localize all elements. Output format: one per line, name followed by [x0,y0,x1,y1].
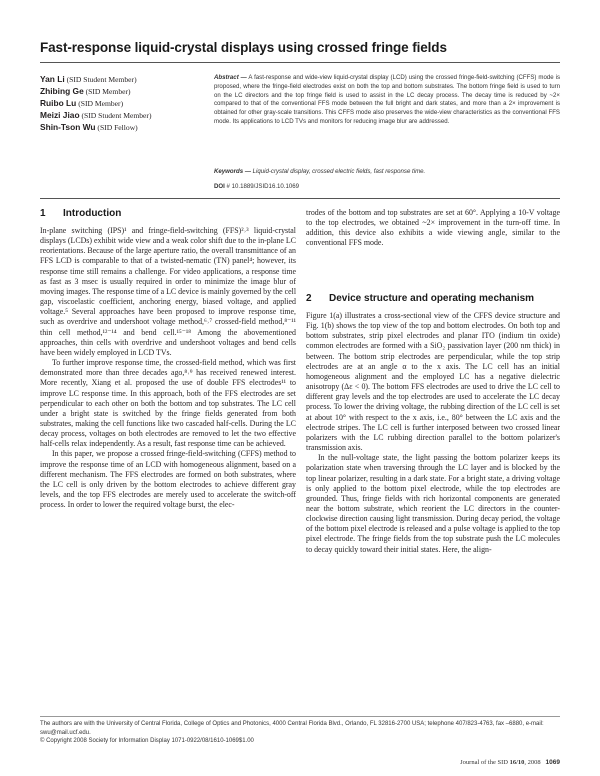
author-list [40,74,210,134]
paragraph: In this paper, we propose a crossed fringe-field-switching (CFFS) method to improve the response time of an LCD with homogeneous alignment, based on a different mechanism. The FFS electrodes are formed on both substrates, where the LC cell is only driven by the bottom electrodes to achieve different gray levels, and the top FFS electrodes are merely used to accelerate the switch-off process. In order to lower the required voltage burst, the elec- [40,449,296,510]
paragraph: Figure 1(a) illustrates a cross-sectional view of the CFFS device structure and Fig. 1(b) shows the top view of the top and bottom electrodes. On both top and bottom substrates, strip pixel electrodes and planar ITO (indium tin oxide) common electrodes are formed with a SiO₂ passivation layer (200 nm thick) in between. The bottom strip electrodes are perpendicular, while the top strip electrodes are at an angle α to the x axis. The LC cell has an initial homogeneous alignment and the employed LC has a negative dielectric anisotropy (Δε < 0). The bottom FFS electrodes are used to drive the LC cell to different gray levels and the top electrodes are used to accelerate the LC decay process. To lower the driving voltage, the rubbing direction of the LC cell is set at about 10° with respect to the x axis, i.e., 80° between the LC axis and the electrode stripes. The LC cell is further interposed between two crossed linear polarizers with the LC rubbing direction parallel to the bottom polarizer's transmission axis. [306,311,560,453]
author-name: Meizi Jiao [40,109,80,120]
paragraph: To further improve response time, the crossed-field method, which was first demonstrated more than three decades ago,⁸˒⁹ has received renewed interest. More recently, Xiang et al. proposed the use of double FFS electrodes¹¹ to improve LC response time. In this approach, both of the FFS electrodes are set perpendicular to each other on both the bottom and top substrates. The LC cell under a bright state is switched by the fringe fields generated from both substrates, making the cell functions like two cascaded half-cells. During the LC decay process, voltages on both electrodes are removed to let the two effective half-cells relax independently. As a result, fast response time can be achieved. [40,358,296,449]
keywords-label: Keywords — [214,168,251,175]
abstract-text: A fast-response and wide-view liquid-crystal display (LCD) using the crossed fringe-field-switching (CFFS) mode is proposed, where the fringe-field electrodes exist on both the top and bottom substrates. The bottom fringe field is used to turn on the LC directors and the top fringe field is used to assist in the LC decay process. The decay time is reduced by ~2× compared to that of the conventional FFS mode between the full bright and dark states, and more than a 2× improvement is obtained for other gray-scale transitions. This CFFS mode also preserves the wide-view characteristics as the conventional FFS mode. Its applications to LCD TVs and monitors for reducing image blur are addressed. [214,74,560,125]
doi-label: DOI [214,183,225,190]
abstract-rule [40,198,560,199]
doi [214,183,560,190]
paragraph: In-plane switching (IPS)¹ and fringe-field-switching (FFS)²˒³ liquid-crystal displays (LCDs) exhibit wide view and a weak color shift due to the in-plane LC reorientations. Because of the large aperture ratio, the overall transmittance of an FFS LCD is comparable to that of a twisted-nematic (TN) panel⁴; however, its response time still remains a challenge. For video applications, a response time as fast as 3 msec is usually required in order to minimize the image blur of moving images. The response time of a LC device is mainly governed by the cell gap, viscoelastic coefficient, anchoring energy, biased voltage, and applied voltage.⁵ Several approaches have been proposed to improve response time, such as overdrive and undershoot voltage method,⁶˒⁷ crossed-field method,⁸⁻¹¹ thin cell method,¹²⁻¹⁴ and bend cell.¹⁵⁻¹⁸ Among the abovementioned approaches, thin cells with overdrive and undershoot voltages and bend cells have been widely employed in LCD TVs. [40,226,297,357]
abstract-label: Abstract — [214,74,247,81]
affiliation-note: The authors are with the University of Central Florida, College of Optics and Photonics, 4000 Central Florida Blvd., Orlando, FL 32816-2700 USA; telephone 407/823-4763, fax –6880, e-mail: swu@mail.ucf.edu. [40,721,544,736]
paper-title: Fast-response liquid-crystal displays using crossed fringe fields [40,40,447,55]
paragraph: In the null-voltage state, the light passing the bottom polarizer keeps its polarization state when traversing through the LC layer and is blocked by the top linear polarizer, resulting in a dark state. For a bright state, a driving voltage is only applied to the bottom pixel electrode, while the top electrodes are grounded. Thus, fringe fields with rich horizontal components are generated near the bottom substrate, which reorient the LC directors in the counter-clockwise direction causing light transmission. During decay period, the voltage of the bottom pixel electrode is released and a pulse voltage is applied to the top pixel electrode. The fringe fields from the top substrate push the LC molecules to decay quickly toward their initial states. Here, the align- [306,453,560,554]
page-footer: Journal of the SID 16/10, 2008 1069 [460,759,560,766]
author-role: (SID Fellow) [97,122,138,132]
section-title: Introduction [63,208,122,219]
footnote [40,720,560,746]
author-role: (SID Student Member) [81,110,152,120]
column-right [306,208,560,249]
section-number: 2 [306,293,312,304]
journal-volume: 16/10 [509,759,525,766]
author-name: Zhibing Ge [40,85,84,96]
paragraph: trodes of the bottom and top substrates are set at 60°. Applying a 10-V voltage to the top electrodes, we obtained ~2× improvement in the turn-off time. In addition, this device also exhibits a wide viewing angle, similar to the conventional FFS mode. [306,208,560,248]
author-role: (SID Member) [85,86,131,96]
author-item [40,122,210,134]
footer-rule [40,716,560,717]
author-role: (SID Student Member) [66,75,137,84]
author-item [40,110,210,122]
doi-text: # 10.1889/JSID16.10.1069 [226,183,300,190]
section-heading-introduction [40,208,121,219]
author-role: (SID Member) [78,98,124,108]
keywords [214,168,560,177]
author-name: Yan Li [40,74,65,84]
copyright-note: © Copyright 2008 Society for Information Display 1071-0922/08/1610-1069$1.00 [40,738,254,744]
keywords-text: Liquid-crystal display, crossed electric fields, fast response time. [252,168,426,175]
journal-year: 2008 [527,759,541,766]
author-name: Ruibo Lu [40,97,77,108]
author-item [40,98,210,110]
abstract [214,74,560,127]
section-heading-device-structure [306,293,534,304]
author-item [40,86,210,98]
author-item [40,74,210,86]
section-number: 1 [40,208,46,219]
journal-name: Journal of the SID [460,759,508,766]
author-name: Shin-Tson Wu [40,121,96,132]
column-left [40,226,296,510]
column-right-section2 [306,311,560,555]
title-rule [40,62,560,63]
page-number: 1069 [545,759,560,766]
section-title: Device structure and operating mechanism [329,293,535,304]
